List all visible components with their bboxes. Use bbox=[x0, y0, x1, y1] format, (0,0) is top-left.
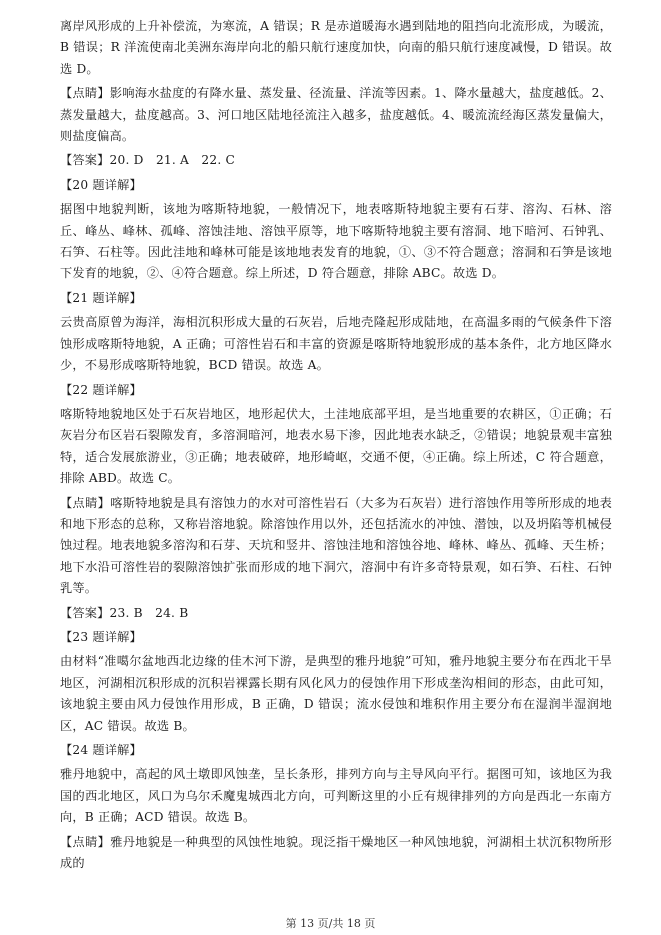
paragraph-q20-explanation: 据图中地貌判断，该地为喀斯特地貌，一般情况下，地表喀斯特地貌主要有石芽、溶沟、石林、溶丘、峰丛、峰林、孤峰、溶蚀洼地、溶蚀平原等，地下喀斯特地貌主要有溶洞、地下暗河、石钟乳、石笋、石柱等。因此洼地和峰林可能是该地地表发育的地貌，①、③不符合题意；溶洞和石笋是该地下发育的地貌，②、④符合题意。综上所述，D 符合题意，排除 ABC。故选 D。 bbox=[60, 202, 612, 281]
paragraph-salinity-tip: 【点睛】影响海水盐度的有降水量、蒸发量、径流量、洋流等因素。1、降水量越大，盐度越低。2、蒸发量越大，盐度越高。3、河口地区陆地径流注入越多，盐度越低。4、暖流流经海区蒸发量偏大，则盐度偏高。 bbox=[60, 86, 612, 144]
paragraph-q21-explanation: 云贵高原曾为海洋，海相沉积形成大量的石灰岩，后地壳隆起形成陆地，在高温多雨的气候条件下溶蚀形成喀斯特地貌，A 正确；可溶性岩石和丰富的资源是喀斯特地貌形成的基本条件，北方地区降水少，不易形成喀斯特地貌，BCD 错误。故选 A。 bbox=[60, 315, 612, 373]
paragraph-q24-explanation: 雅丹地貌中，高起的风土墩即风蚀垄，呈长条形，排列方向与主导风向平行。据图可知，该地区为我国的西北地区，风口为乌尔禾魔鬼城西北方向，可判断这里的小丘有规律排列的方向是西北一东南方向，B 正确；ACD 错误。故选 B。 bbox=[60, 767, 612, 825]
answer-line-20-22: 【答案】20. D 21. A 22. C bbox=[60, 153, 235, 168]
heading-q22: 【22 题详解】 bbox=[60, 382, 142, 397]
paragraph-q23-explanation: 由材料“准噶尔盆地西北边缘的佳木河下游，是典型的雅丹地貌”可知，雅丹地貌主要分布在西北干旱地区，河湖相沉积形成的沉积岩裸露长期有风化风力的侵蚀作用下形成垄沟相间的形态，由此可知，该地貌主要由风力侵蚀作用形成，B 正确，D 错误；流水侵蚀和堆积作用主要分布在湿润半湿润地区，AC 错误。故选 B。 bbox=[60, 654, 612, 733]
heading-q20: 【20 题详解】 bbox=[60, 177, 142, 192]
paragraph-yardang-tip: 【点睛】雅丹地貌是一种典型的风蚀性地貌。现泛指干燥地区一种风蚀地貌，河湖相土状沉积物所形成的 bbox=[60, 834, 612, 871]
paragraph-karst-tip: 【点睛】喀斯特地貌是具有溶蚀力的水对可溶性岩石（大多为石灰岩）进行溶蚀作用等所形成的地表和地下形态的总称，又称岩溶地貌。除溶蚀作用以外，还包括流水的冲蚀、潜蚀，以及坍陷等机械侵蚀过程。地表地貌多溶沟和石芽、天坑和竖井、溶蚀洼地和溶蚀谷地、峰林、峰丛、孤峰、天生桥；地下水沿可溶性岩的裂隙溶蚀扩张而形成的地下洞穴，溶洞中有许多奇特景观，如石笋、石柱、石钟乳等。 bbox=[60, 495, 612, 596]
answer-line-23-24: 【答案】23. B 24. B bbox=[60, 605, 189, 620]
paragraph-q22-explanation: 喀斯特地貌地区处于石灰岩地区，地形起伏大，土洼地底部平坦，是当地重要的农耕区，①正确；石灰岩分布区岩石裂隙发育，多溶洞暗河，地表水易下渗，因此地表水缺乏，②错误；地貌景观丰富独特，适合发展旅游业，③正确；地表破碎，地形崎岖，交通不便，④正确。综上所述，C 符合题意，排除 ABD。故选 C。 bbox=[60, 406, 612, 486]
page-number-footer: 第 13 页/共 18 页 bbox=[285, 917, 376, 930]
paragraph-ocean-current-explanation: 离岸风形成的上升补偿流，为寒流，A 错误；R 是赤道暖海水遇到陆地的阻挡向北流形成，为暖流，B 错误；R 洋流使南北美洲东海岸向北的船只航行速度加快，向南的船只航行速度减慢，D 错误。故选 D。 bbox=[60, 19, 612, 76]
heading-q21: 【21 题详解】 bbox=[60, 290, 142, 305]
heading-q23: 【23 题详解】 bbox=[60, 629, 142, 644]
heading-q24: 【24 题详解】 bbox=[60, 743, 142, 757]
document-body bbox=[60, 16, 612, 877]
